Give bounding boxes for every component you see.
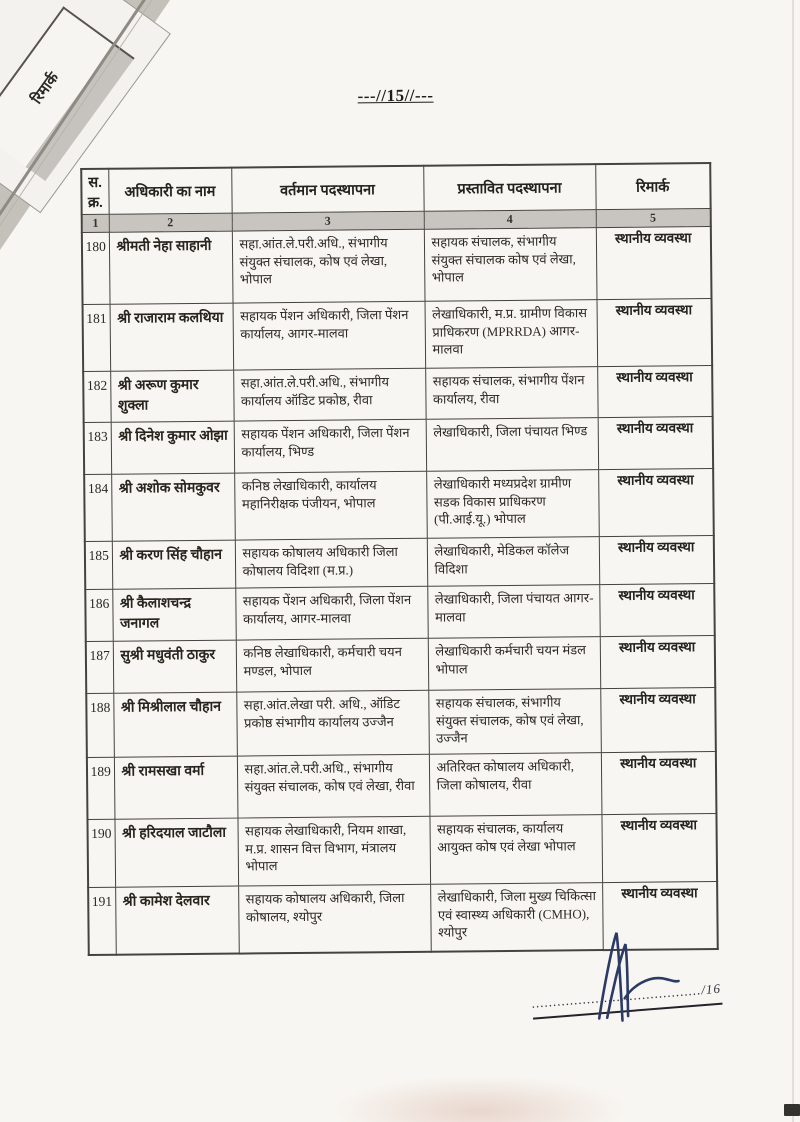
column-number: 3 (232, 211, 424, 231)
cell-serial: 185 (85, 541, 112, 589)
cell-officer-name: सुश्री मधुवंती ठाकुर (113, 640, 236, 693)
header-proposed-posting: प्रस्तावित पदस्थापना (423, 164, 595, 211)
cell-current-posting: कनिष्ठ लेखाधिकारी, कर्मचारी चयन मण्डल, भोपाल (236, 638, 428, 692)
corner-remark-label: रिमार्क (0, 6, 117, 168)
cell-officer-name: श्री हरिदयाल जाटौला (114, 818, 238, 887)
cell-remark: स्थानीय व्यवस्था (599, 535, 714, 584)
cell-remark: स्थानीय व्यवस्था (600, 687, 716, 752)
table-row (87, 751, 717, 819)
cell-current-posting: सहायक पेंशन अधिकारी, जिला पेंशन कार्यालय, भिण्ड (234, 419, 426, 473)
cell-serial: 189 (87, 757, 115, 819)
cell-proposed-posting: अतिरिक्त कोषालय अधिकारी, जिला कोषालय, रीवा (429, 753, 602, 817)
cell-officer-name: श्री अशोक सोमकुवर (111, 473, 235, 541)
cell-officer-name: श्री दिनेश कुमार ओझा (111, 421, 234, 474)
column-number: 2 (109, 213, 232, 232)
cell-serial: 186 (85, 589, 112, 641)
cell-officer-name: श्री अरूण कुमार शुक्ला (110, 370, 233, 422)
table-row (82, 227, 712, 305)
cell-current-posting: सहा.आंत.ले.परी.अधि., संभागीय संयुक्त संचालक, कोष एवं लेखा, भोपाल (232, 229, 425, 303)
cell-serial: 188 (86, 693, 114, 757)
cell-officer-name: श्री राजाराम कलथिया (110, 303, 234, 371)
cell-current-posting: सहायक पेंशन अधिकारी, जिला पेंशन कार्यालय, आगर-मालवा (233, 301, 426, 370)
cell-remark: स्थानीय व्यवस्था (597, 298, 713, 366)
cell-current-posting: सहा.आंत.ले.परी.अधि., संभागीय कार्यालय ऑडिट प्रकोष्ठ, रीवा (233, 368, 425, 421)
cell-officer-name: श्रीमती नेहा साहानी (109, 231, 233, 304)
scan-right-edge (792, 0, 794, 1122)
signature (586, 922, 704, 1030)
cell-proposed-posting: लेखाधिकारी, जिला मुख्य चिकित्सा एवं स्वास्थ्य अधिकारी (CMHO), श्योपुर (430, 883, 603, 952)
cell-proposed-posting: सहायक संचालक, कार्यालय आयुक्त कोष एवं लेखा भोपाल (429, 815, 602, 885)
cell-serial: 181 (83, 304, 111, 371)
cell-current-posting: सहा.आंत.ले.परी.अधि., संभागीय संयुक्त संचालक, कोष एवं लेखा, रीवा (237, 754, 430, 818)
scan-smudge (330, 1075, 630, 1122)
header-current-posting: वर्तमान पदस्थापना (231, 166, 423, 213)
cell-officer-name: श्री कैलाशचन्द्र जनागल (112, 588, 235, 641)
cell-serial: 184 (84, 474, 112, 541)
footer-signature-block (529, 948, 734, 1034)
table-row (85, 535, 714, 589)
continuation-mark: ......................................../16 (531, 980, 722, 1011)
cell-proposed-posting: लेखाधिकारी, म.प्र. ग्रामीण विकास प्राधिकरण (MPRRDA) आगर-मालवा (425, 300, 598, 369)
table-row (85, 583, 714, 641)
column-number: 4 (424, 210, 596, 230)
cell-proposed-posting: लेखाधिकारी कर्मचारी चयन मंडल भोपाल (428, 637, 600, 691)
table-row (83, 298, 713, 371)
cell-current-posting: सहायक लेखाधिकारी, नियम शाखा, म.प्र. शासन वित्त विभाग, मंत्रालय भोपाल (237, 816, 430, 886)
cell-serial: 183 (84, 422, 111, 474)
cell-current-posting: कनिष्ठ लेखाधिकारी, कार्यालय महानिरीक्षक पंजीयन, भोपाल (234, 471, 427, 540)
cell-proposed-posting: लेखाधिकारी, जिला पंचायत भिण्ड (426, 418, 598, 472)
table-row (83, 365, 712, 422)
cell-proposed-posting: सहायक संचालक, संभागीय संयुक्त संचालक कोष एवं लेखा, भोपाल (424, 228, 597, 302)
cell-proposed-posting: लेखाधिकारी, जिला पंचायत आगर-मालवा (427, 585, 599, 639)
table-body (82, 227, 718, 955)
cell-serial: 190 (87, 819, 115, 887)
cell-serial: 187 (86, 641, 113, 693)
cell-serial: 180 (82, 232, 110, 304)
cell-officer-name: श्री मिश्रीलाल चौहान (113, 692, 237, 757)
cell-proposed-posting: सहायक संचालक, संभागीय संयुक्त संचालक, कोष एवं लेखा, उज्जैन (428, 689, 601, 755)
cell-remark: स्थानीय व्यवस्था (600, 635, 715, 688)
cell-remark: स्थानीय व्यवस्था (597, 365, 712, 417)
cell-current-posting: सहायक कोषालय अधिकारी, जिला कोषालय, श्योपुर (238, 884, 431, 953)
header-officer-name: अधिकारी का नाम (108, 168, 231, 215)
cell-remark: स्थानीय व्यवस्था (599, 583, 714, 636)
cell-serial: 182 (83, 371, 110, 422)
header-serial: स. क्र. (81, 169, 108, 215)
table-row (87, 813, 717, 887)
cell-remark: स्थानीय व्यवस्था (598, 416, 713, 469)
cell-remark: स्थानीय व्यवस्था (601, 751, 717, 814)
page-number: ---//15//--- (357, 85, 434, 106)
cell-proposed-posting: लेखाधिकारी मध्यप्रदेश ग्रामीण सडक विकास प्राधिकरण (पी.आई.यू.) भोपाल (426, 470, 599, 539)
cell-proposed-posting: सहायक संचालक, संभागीय पेंशन कार्यालय, रीवा (425, 367, 597, 420)
cell-remark: स्थानीय व्यवस्था (601, 813, 717, 882)
table-header-row (81, 163, 710, 215)
cell-officer-name: श्री कामेश देलवार (115, 886, 239, 954)
table-row (84, 416, 713, 474)
cell-current-posting: सहा.आंत.लेखा परी. अधि., ऑडिट प्रकोष्ठ संभागीय कार्यालय उज्जैन (236, 690, 429, 756)
cell-remark: स्थानीय व्यवस्था (598, 468, 714, 536)
cell-remark: स्थानीय व्यवस्था (596, 227, 712, 300)
cell-officer-name: श्री रामसखा वर्मा (114, 756, 238, 819)
column-number: 5 (596, 209, 711, 228)
header-remark: रिमार्क (595, 163, 710, 210)
table-row (86, 687, 716, 757)
cell-current-posting: सहायक कोषालय अधिकारी जिला कोषालय विदिशा (म.प्र.) (235, 538, 427, 588)
cell-current-posting: सहायक पेंशन अधिकारी, जिला पेंशन कार्यालय, आगर-मालवा (235, 586, 427, 640)
scan-corner-mark (784, 1104, 800, 1116)
cell-proposed-posting: लेखाधिकारी, मेडिकल कॉलेज विदिशा (427, 537, 599, 587)
column-number: 1 (82, 214, 109, 232)
cell-officer-name: श्री करण सिंह चौहान (112, 540, 235, 589)
table-row (84, 468, 714, 541)
cell-remark: स्थानीय व्यवस्था (602, 881, 718, 949)
table-row (86, 635, 715, 693)
transfer-table (80, 162, 719, 956)
cell-serial: 191 (88, 887, 116, 954)
